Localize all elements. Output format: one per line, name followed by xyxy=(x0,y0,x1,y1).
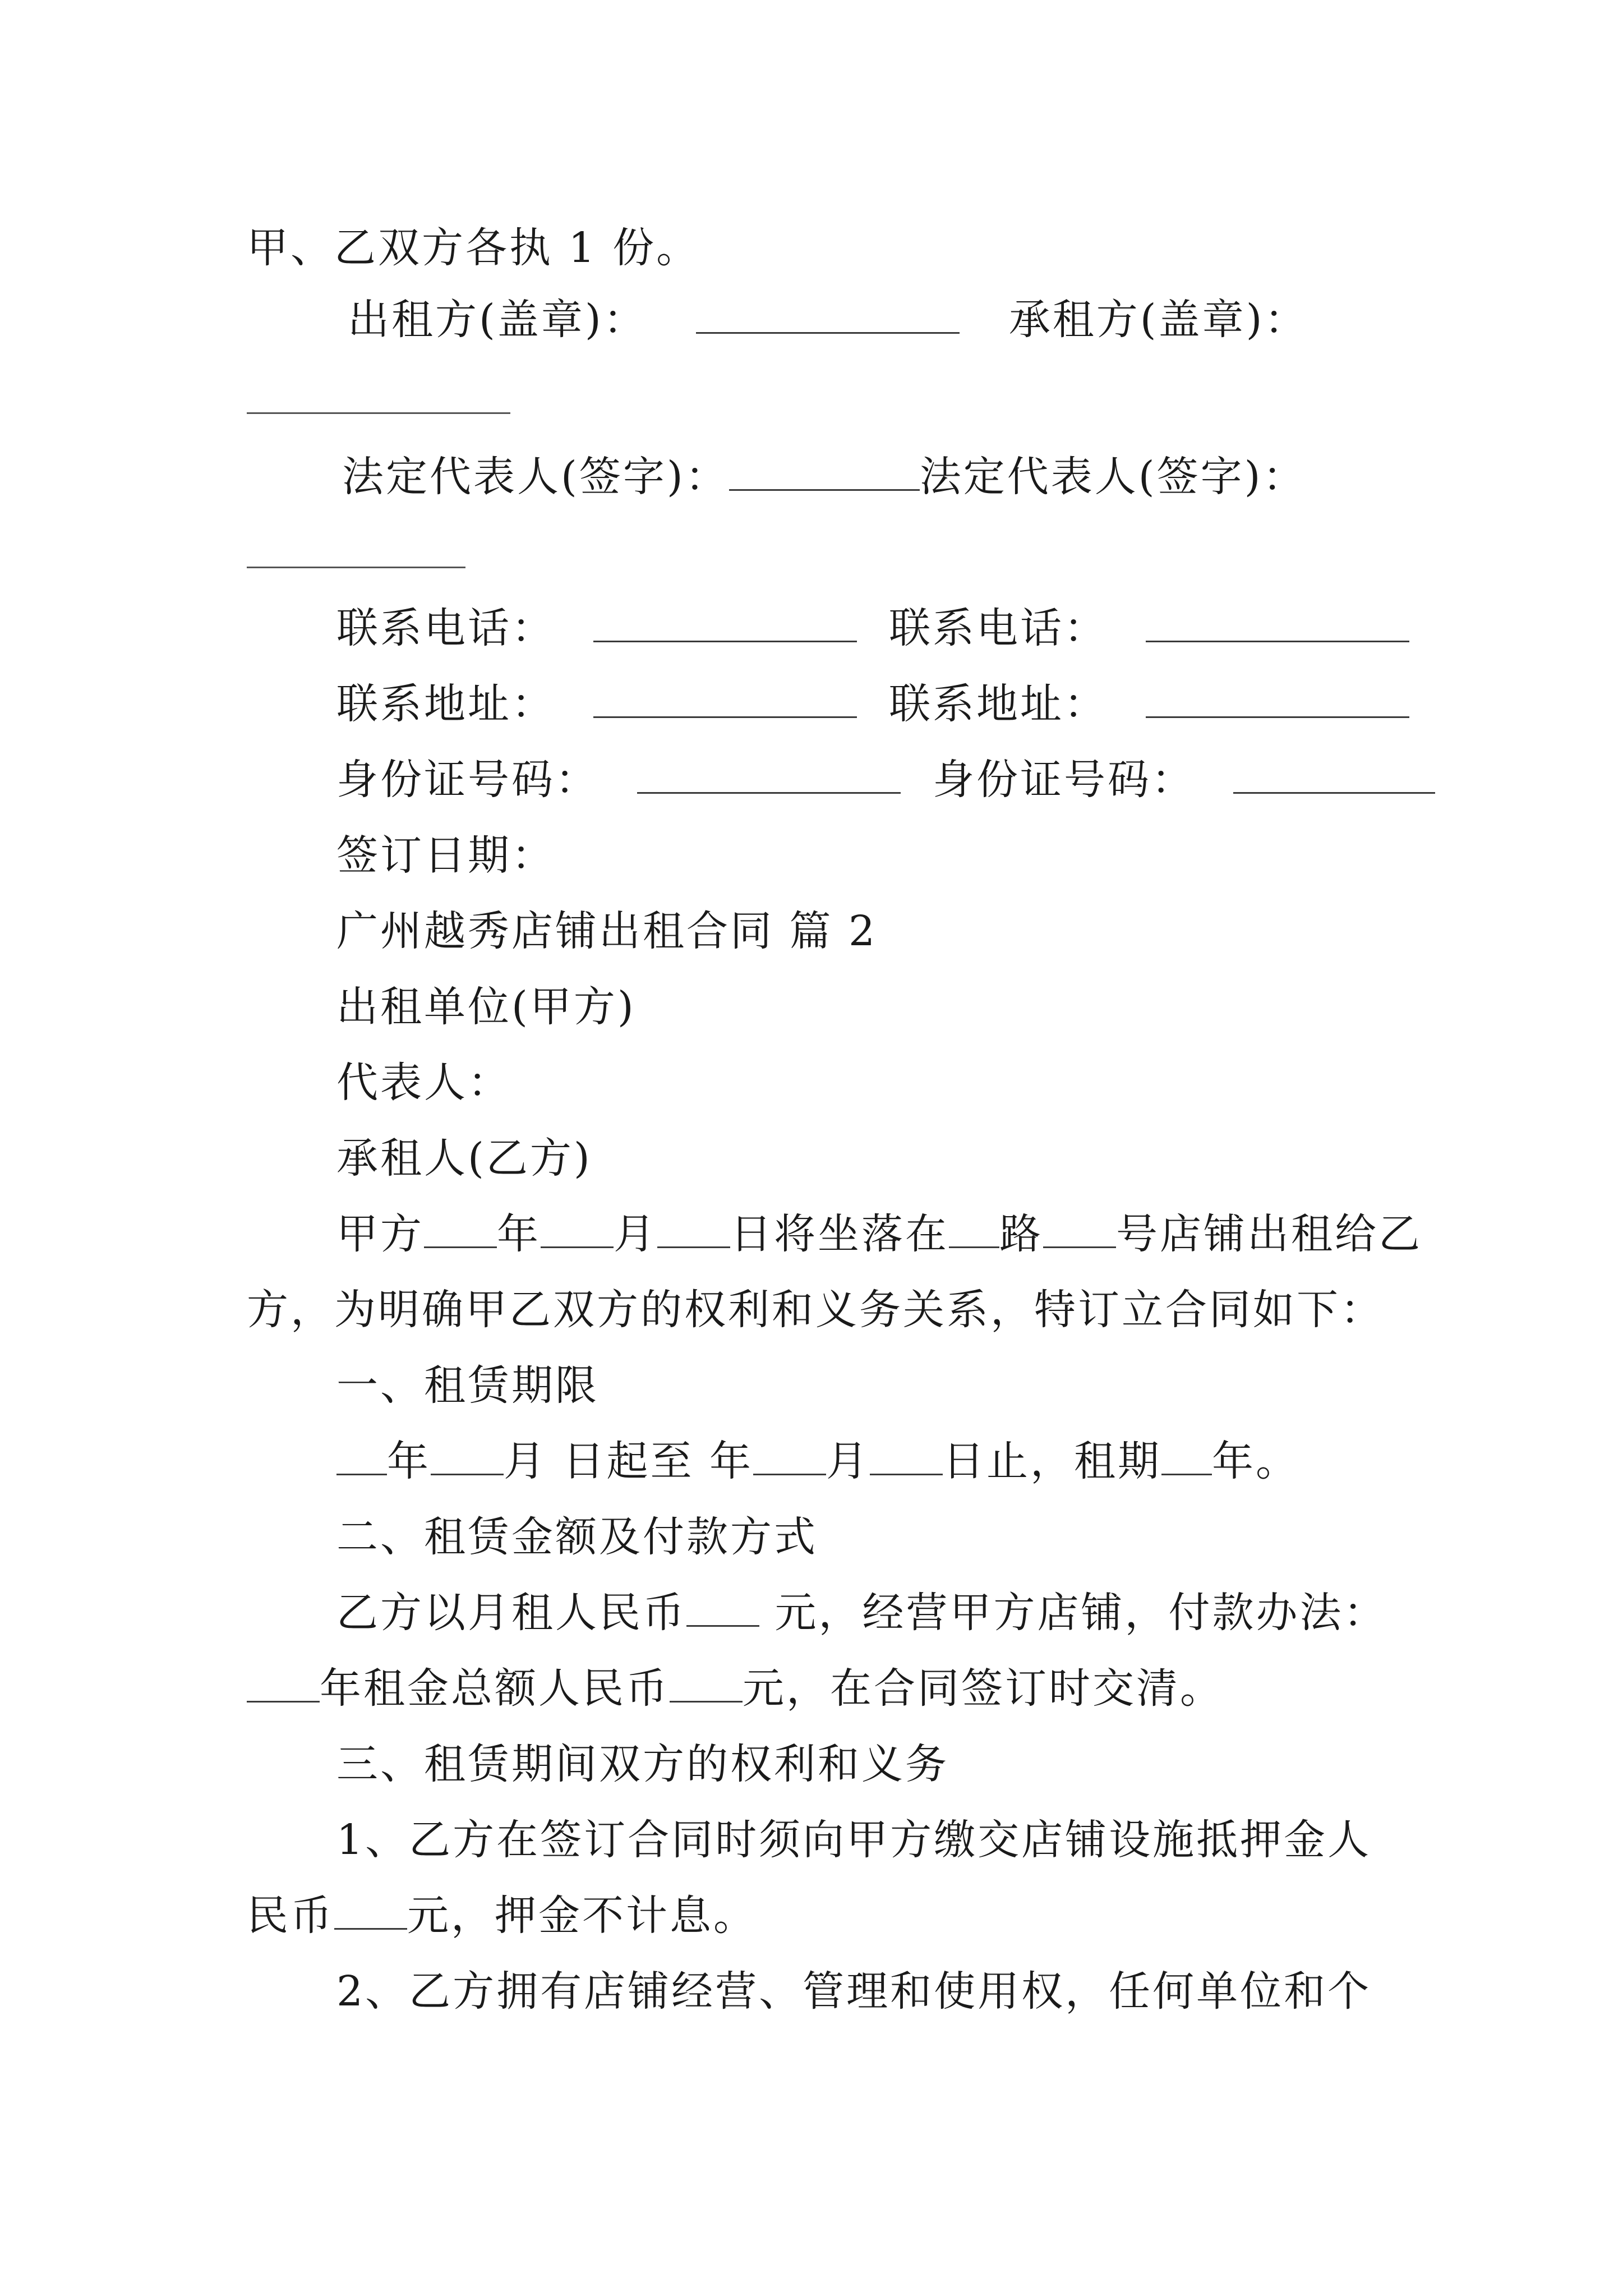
text-segment: 路 xyxy=(999,1210,1043,1258)
text-segment: 甲方 xyxy=(336,1210,424,1258)
lessor-unit-line xyxy=(336,979,636,1035)
text-segment: 日止，租期 xyxy=(943,1437,1162,1485)
lessee-representative-blank xyxy=(247,567,465,568)
text-segment: 年租金总额人民币 xyxy=(320,1664,670,1713)
text-segment: 月 xyxy=(826,1437,870,1485)
lessor-seal-blank xyxy=(696,293,960,334)
clause-2-line-1 xyxy=(336,1963,1371,2019)
blank-year xyxy=(424,1207,497,1248)
clause-1-line-1 xyxy=(336,1812,1371,1868)
blank-start-month xyxy=(431,1434,504,1475)
lessee-phone-blank xyxy=(1146,601,1409,642)
text-segment: 民币 xyxy=(247,1892,334,1940)
lessor-unit-text: 出租单位(甲方) xyxy=(336,983,636,1031)
text-segment: 乙方以月租人民币 xyxy=(336,1589,686,1637)
signing-date-line xyxy=(336,827,555,884)
lessee-phone-label: 联系电话： xyxy=(889,604,1108,652)
section-heading: 三、租赁期间双方的权利和义务 xyxy=(336,1740,949,1788)
text-segment: 年。 xyxy=(1212,1437,1300,1485)
lessor-phone-blank xyxy=(593,601,857,642)
blank-monthly-rent xyxy=(686,1586,759,1627)
blank-road xyxy=(949,1207,999,1248)
section-1-heading xyxy=(336,1358,599,1414)
lease-intro-line-2 xyxy=(247,1282,1384,1338)
lessee-representative-label: 法定代表人(签字)： xyxy=(919,453,1307,501)
representative-text: 代表人： xyxy=(336,1059,511,1107)
blank-years xyxy=(247,1662,320,1703)
lessee-text: 承租人(乙方) xyxy=(336,1134,592,1182)
blank-number xyxy=(1043,1207,1116,1248)
blank-term-years xyxy=(1161,1434,1212,1475)
lessee-line xyxy=(336,1130,592,1186)
lease-term-line xyxy=(336,1433,1299,1489)
lessee-id-blank xyxy=(1233,753,1435,794)
lessee-id-label: 身份证号码： xyxy=(933,756,1196,804)
blank-end-day xyxy=(870,1434,943,1475)
blank-month xyxy=(541,1207,614,1248)
blank-start-year xyxy=(336,1434,387,1475)
signature-row-representative xyxy=(342,449,1307,505)
section-2-heading xyxy=(336,1509,818,1565)
lessor-address-blank xyxy=(593,677,857,718)
text-segment: 月 xyxy=(614,1210,657,1258)
rent-line-1 xyxy=(336,1585,1387,1641)
text-segment: 2、乙方拥有店铺经营、管理和使用权，任何单位和个 xyxy=(336,1967,1372,2016)
text-segment: 日将坐落在 xyxy=(730,1210,949,1258)
section-3-heading xyxy=(336,1736,949,1792)
lessee-seal-blank xyxy=(247,412,510,414)
lessee-address-label: 联系地址： xyxy=(889,680,1108,728)
id-number-row xyxy=(336,752,1435,808)
text-segment: 年 xyxy=(387,1437,431,1485)
signature-row-seal xyxy=(348,292,1308,348)
blank-day xyxy=(657,1207,730,1248)
text-segment: 年 xyxy=(497,1210,541,1258)
text-segment: 1、乙方在签订合同时须向甲方缴交店铺设施抵押金人 xyxy=(336,1816,1372,1864)
contact-address-row xyxy=(336,676,1409,732)
text-segment: 元，经营甲方店铺，付款办法： xyxy=(759,1589,1387,1637)
section-heading: 一、租赁期限 xyxy=(336,1361,599,1410)
text-segment: 元，押金不计息。 xyxy=(407,1892,757,1940)
lessor-id-label: 身份证号码： xyxy=(336,756,599,804)
signing-date-label: 签订日期： xyxy=(336,831,555,880)
section-heading: 二、租赁金额及付款方式 xyxy=(336,1513,818,1561)
lessor-representative-blank xyxy=(729,450,920,491)
text-segment: 号店铺出租给乙 xyxy=(1116,1210,1422,1258)
text-line xyxy=(247,220,700,276)
blank-deposit xyxy=(334,1889,407,1930)
lease-intro-line-1 xyxy=(336,1206,1422,1262)
text-segment: 元，在合同签订时交清。 xyxy=(743,1664,1224,1713)
contact-phone-row xyxy=(336,600,1409,656)
contract-title-text: 广州越秀店铺出租合同 篇 2 xyxy=(336,907,878,955)
lessor-seal-label: 出租方(盖章)： xyxy=(348,296,647,344)
blank-total-rent xyxy=(670,1662,743,1703)
clause-1-line-2 xyxy=(247,1888,757,1944)
text-segment: 甲、乙双方各执 1 份。 xyxy=(247,224,700,272)
lessor-representative-label: 法定代表人(签字)： xyxy=(342,453,729,501)
representative-line xyxy=(336,1055,511,1111)
rent-line-2 xyxy=(247,1660,1224,1717)
lessee-seal-label: 承租方(盖章)： xyxy=(1008,296,1308,344)
lessor-address-label: 联系地址： xyxy=(336,680,555,728)
blank-end-month xyxy=(753,1434,826,1475)
contract-title xyxy=(336,903,877,959)
lessor-id-blank xyxy=(637,753,901,794)
lessee-address-blank xyxy=(1146,677,1409,718)
text-segment: 月 日起至 年 xyxy=(504,1437,754,1485)
text-segment: 方，为明确甲乙双方的权利和义务关系，特订立合同如下： xyxy=(247,1286,1384,1334)
lessor-phone-label: 联系电话： xyxy=(336,604,555,652)
